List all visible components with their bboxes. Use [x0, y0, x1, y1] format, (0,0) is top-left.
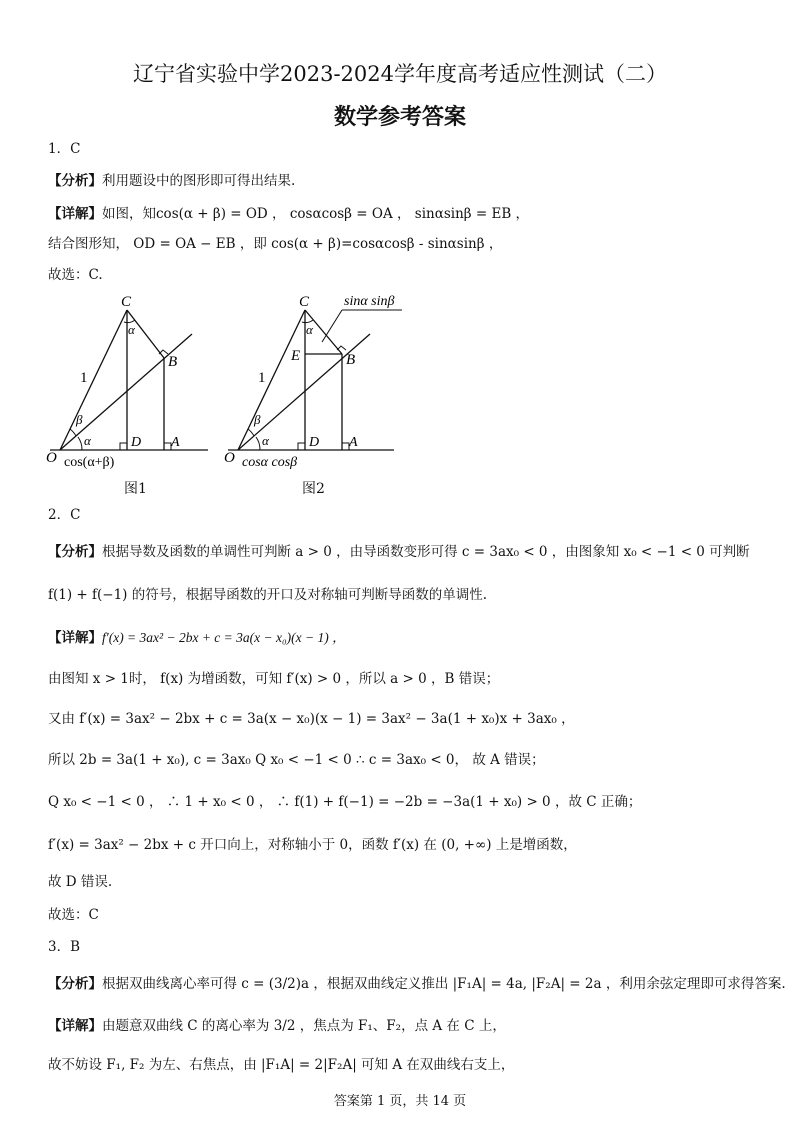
q2-conclusion: 故选：C [48, 907, 99, 923]
q3-line-2: 故不妨设 F₁, F₂ 为左、右焦点，由 |F₁A| = 2|F₂A| 可知 A 在双曲线右支上， [48, 1057, 515, 1073]
detail-text: 由题意双曲线 C 的离心率为 3/2 ，焦点为 F₁、F₂，点 A 在 C 上， [102, 1018, 506, 1034]
fig2-label-bottom: cosα cosβ [242, 455, 298, 470]
q3-analysis [48, 974, 786, 994]
q1-detail-2: 结合图形知， OD = OA − EB ，即 cos(α + β)=cosαcosβ - sinαsinβ ， [48, 236, 503, 252]
fig2-right-angle-d [298, 443, 305, 450]
fig2-label-o: O [224, 450, 235, 466]
page-subtitle: 数学参考答案 [333, 104, 466, 130]
fig2-label-alpha-top: α [306, 322, 313, 337]
q2-line-3: 又由 f′(x) = 3ax² − 2bx + c = 3a(x − x₀)(x − 1) = 3ax² − 3a(1 + x₀)x + 3ax₀ ， [48, 711, 575, 727]
fig1-alpha-arc [78, 437, 82, 450]
q1-conclusion: 故选：C. [48, 267, 103, 283]
detail-text: f′(x) = 3ax² − 2bx + c = 3a(x − x₀)(x − 1) ， [102, 630, 346, 645]
fig1-label-d: D [131, 435, 142, 450]
analysis-tag: 【分析】 [48, 173, 102, 189]
fig1-label-alpha-top: α [128, 322, 135, 337]
q2-line-5: Q x₀ < −1 < 0 ， ∴ 1 + x₀ < 0 ， ∴ f(1) + f(−1) = −2b = −3a(1 + x₀) > 0 ，故 C 正确； [48, 794, 642, 810]
fig1-label-beta: β [76, 412, 83, 427]
fig2-label-callout: sinα sinβ [344, 294, 395, 309]
fig2-label-a: A [349, 435, 358, 450]
q2-line-7: 故 D 错误. [48, 874, 113, 890]
fig1-ob-line [60, 334, 192, 450]
q2-line-6: f′(x) = 3ax² − 2bx + c 开口向上，对称轴小于 0，函数 f′(x) 在 (0, +∞) 上是增函数， [48, 837, 577, 853]
q2-line-2: 由图知 x > 1时， f(x) 为增函数，可知 f′(x) > 0 ，所以 a > 0 ，B 错误； [48, 671, 500, 687]
q3-answer: 3．B [48, 939, 81, 955]
q3-detail-1 [48, 1016, 506, 1036]
fig1-label-one: 1 [80, 370, 88, 386]
analysis-tag: 【分析】 [48, 544, 102, 560]
page-footer: 答案第 1 页，共 14 页 [333, 1094, 467, 1109]
fig2-label-d: D [309, 435, 320, 450]
fig2-label-beta: β [254, 412, 261, 427]
detail-tag: 【详解】 [48, 1018, 102, 1034]
fig2-beta-arc [248, 429, 254, 436]
q2-analysis-1 [48, 542, 750, 562]
q1-detail-1 [48, 204, 529, 224]
analysis-tag: 【分析】 [48, 976, 102, 992]
page-title: 辽宁省实验中学2023-2024学年度高考适应性测试（二） [133, 62, 667, 86]
figure-2-svg [218, 290, 418, 470]
fig1-beta-arc [70, 429, 76, 436]
analysis-text: 根据导数及函数的单调性可判断 a > 0 ，由导函数变形可得 c = 3ax₀ < 0 ，由图象知 x₀ < −1 < 0 可判断 [102, 544, 750, 560]
fig2-label-alpha: α [262, 433, 269, 448]
fig2-right-angle-a [342, 443, 349, 450]
fig1-right-angle-d [120, 443, 127, 450]
fig1-label-bottom: cos(α+β) [64, 455, 115, 470]
fig2-label-b: B [346, 352, 356, 368]
fig2-callout-line [322, 310, 342, 342]
q2-line-4: 所以 2b = 3a(1 + x₀), c = 3ax₀ Q x₀ < −1 < 0 ∴ c = 3ax₀ < 0， 故 A 错误； [48, 752, 545, 768]
fig1-label-c: C [121, 294, 132, 310]
figure-2 [218, 290, 418, 497]
figure-2-caption: 图2 [302, 481, 325, 497]
figure-1-svg [40, 290, 240, 470]
detail-tag: 【详解】 [48, 630, 102, 646]
q2-detail-1 [48, 628, 346, 648]
fig2-label-c: C [299, 294, 310, 310]
figure-1 [40, 290, 240, 497]
detail-text: 如图，知cos(α + β) = OD ， cosαcosβ = OA ， sinαsinβ = EB ， [102, 206, 530, 222]
fig2-label-one: 1 [258, 370, 266, 386]
fig2-label-e: E [291, 348, 301, 364]
analysis-text: 根据双曲线离心率可得 c = (3/2)a ，根据双曲线定义推出 |F₁A| = 4a, |F₂A| = 2a ，利用余弦定理即可求得答案. [102, 976, 786, 992]
q1-answer: 1．C [48, 141, 81, 157]
fig1-label-alpha: α [84, 433, 91, 448]
figure-1-caption: 图1 [124, 481, 147, 497]
fig2-alpha-arc [256, 437, 260, 450]
fig1-right-angle-a [164, 443, 171, 450]
analysis-text: 利用题设中的图形即可得出结果. [102, 173, 296, 189]
q2-answer: 2．C [48, 507, 81, 523]
q2-analysis-2: f(1) + f(−1) 的符号，根据导函数的开口及对称轴可判断导函数的单调性. [48, 587, 488, 603]
detail-tag: 【详解】 [48, 206, 102, 222]
fig1-label-a: A [171, 435, 180, 450]
fig1-label-o: O [46, 450, 57, 466]
q1-analysis [48, 171, 295, 191]
fig1-label-b: B [168, 354, 178, 370]
